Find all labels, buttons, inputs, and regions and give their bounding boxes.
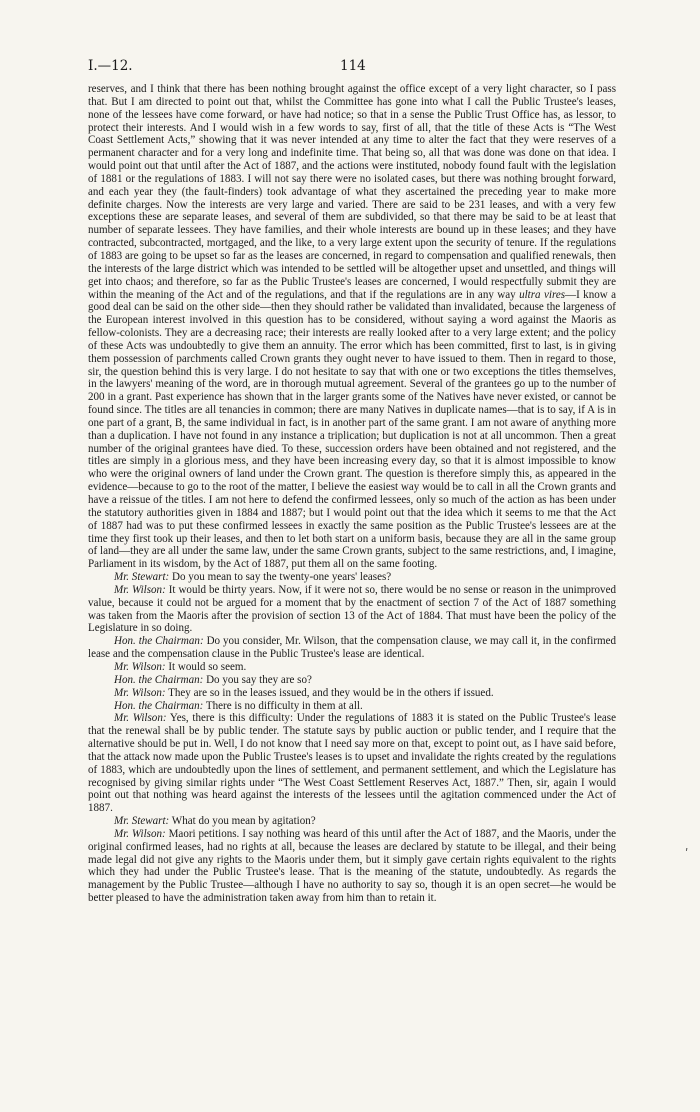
paragraph-3: Mr. Wilson: It would be thirty years. Now, if it were not so, there would be no sense or reason in the unimproved value, because it could not be argued for a moment that by the enactment of section 7 of the Act of 1887 something was taken from the Maoris after the provision of section 13 of the Act of 1884. That must have been the policy of the Legislature in so doing. <box>88 583 616 635</box>
paragraph-4: Hon. the Chairman: Do you consider, Mr. Wilson, that the compensation clause, we may call it, in the confirmed lease and the compensation clause in the Public Trustee's lease are identical. <box>88 635 617 661</box>
speaker: Mr. Wilson: <box>114 686 166 699</box>
paragraph-10: Mr. Stewart: What do you mean by agitation? <box>114 815 316 828</box>
speaker: Mr. Wilson: <box>114 660 166 673</box>
paragraph-5: Mr. Wilson: It would so seem. <box>114 660 247 673</box>
paragraph-2: Mr. Stewart: Do you mean to say the twenty-one years' leases? <box>114 571 392 584</box>
speaker: Mr. Stewart: <box>114 571 170 584</box>
speaker: Mr. Wilson: <box>114 583 166 596</box>
speaker: Mr. Wilson: <box>114 827 166 840</box>
speaker: Hon. the Chairman: <box>114 635 204 648</box>
document-reference: I.—12. <box>88 58 133 74</box>
paragraph-1: reserves, and I think that there has been nothing brought against the office except of a very light character, so I pass that. But I am directed to point out that, whilst the Committee has gone into what I call the Public Trustee's leases, none of the lessees have come forward, or have had notice; so that in a sense the Public Trust Office has, as lessor, to protect their interests. And I would wish in a few words to say, first of all, that the title of these Acts is “The West Coast Settlement Acts,” showing that it was never intended at any time to alter the fact that they were reserves of a permanent character and for a very long and indefinite time. That being so, all that was done was done on that idea. I would point out that until after the Act of 1887, and the actions were instituted, nobody found fault with the legislation of 1881 or the regulations of 1883. I will not say there were no isolated cases, but there was nothing brought forward, and each year they (the fault-finders) took advantage of what they ascertained the preceding year to make more definite charges. Now the interests are very large and varied. There are said to be 231 leases, and with a very few exceptions these are separate leases, and several of them are subdivided, so that there may be said to be at least that number of separate lessees. They have families, and their whole interests are bound up in these leases; and they have contracted, subcontracted, mortgaged, and the like, to a very large extent upon the security of tenure. If the regulations of 1883 are going to be upset so far as the leases are concerned, in regard to compensation and qualified renewals, then the interests of the large district which was intended to be settled will be altogether upset and unsettled, and things will get into chaos; and therefore, so far as the Public Trustee's leases are concerned, I would respectfully submit they are within the meaning of the Act and of the regulations, and that if the regulations are in any way ultra vires—I know a good deal can be said on the other side—then they should rather be validated than invalidated, because the largeness of the European interest involved in this question has to be considered, without saying a word against the Maoris as fellow-colonists. They are a decreasing race; their interests are really looked after to a very large extent; and the policy of these Acts was undoubtedly to give them an annuity. The error which has been committed, first to last, is in giving them possession of parchments called Crown grants they ought never to have issued to them. Then in regard to those, sir, the question behind this is very large. I do not hesitate to say that with one or two exceptions the titles themselves, in the lawyers' meaning of the word, are in thorough mutual agreement. Several of the grantees go up to the number of 200 in a grant. Past experience has shown that in the larger grants some of the Natives have never existed, or cannot be found since. The titles are all tenancies in common; there are many Natives in duplicate names—that is to say, if A is in one part of a grant, B, the same individual in fact, is in another part of the same grant. I am not aware of anything more than a duplication. I have not found in any instance a triplication; but duplication is not at all uncommon. Then a great number of the original grantees have died. To these, succession orders have been obtained and not registered, and the titles are simply in a glorious mess, and they have been increasing every day, so that it is almost impossible to know who were the original owners of land under the Crown grant. The question is therefore simply this, as appeared in the evidence—because to go to the root of the matter, I believe the easiest way would be to call in all the Crown grants and have a reissue of the titles. I am not here to defend the confirmed lessees, only so much of the action as has been under the statutory authorities given in 1884 and 1887; but I would point out that the idea which it seems to me that the Act of 1887 had was to put these confirmed lessees in exactly the same position as the Public Trustee's lessees are at the time they first took up their leases, and then to let both start on a uniform basis, because they are all in the same group of land—they are all under the same law, under the same Crown grants, subject to the same restrictions, and, I imagine, Parliament in its wisdom, by the Act of 1887, put them all on the same footing. <box>88 83 617 571</box>
paragraph-7: Mr. Wilson: They are so in the leases issued, and they would be in the others if issued. <box>114 686 494 699</box>
speaker: Hon. the Chairman: <box>114 673 204 686</box>
page-header <box>88 58 616 80</box>
speaker: Hon. the Chairman: <box>114 699 204 712</box>
paragraph-9: Mr. Wilson: Yes, there is this difficulty: Under the regulations of 1883 it is stated on the Public Trustee's lease that the renewal shall be by public tender. The statute says by public auction or public tender, and I require that the alternative should be put in. Well, I do not know that I need say more on that, except to point out, as I have said before, that the attack now made upon the Public Trustee's leases is to upset and invalidate the rights created by the regulations of 1883, which are undoubtedly upon the lines of settlement, and permanent settlement, and which the Legislature has recognised by giving similar rights under “The West Coast Settlement Reserves Act, 1887.” Then, sir, again I would point out that nothing was heard against the interests of the lessees until the agitation commenced under the Act of 1887. <box>88 712 616 815</box>
paragraph-11: Mr. Wilson: Maori petitions. I say nothing was heard of this until after the Act of 1887, and the Maoris, under the original confirmed leases, had no rights at all, because the leases are declared by statute to be illegal, and their being made legal did not give any rights to the Maoris under them, but it simply gave certain rights equivalent to the rights which they had under the Public Trustee's lease. That is the meaning of the statute, undoubtedly. As regards the management by the Public Trustee—although I have no authority to say so, though it is an open secret—he would be better pleased to have the administration taken away from him than to retain it. <box>88 827 617 905</box>
margin-mark: ʹ <box>685 847 689 861</box>
page-number: 114 <box>340 58 366 74</box>
body-text <box>88 83 616 905</box>
paragraph-8: Hon. the Chairman: There is no difficulty in them at all. <box>114 699 363 712</box>
latin-phrase: ultra vires <box>519 288 566 301</box>
paragraph-6: Hon. the Chairman: Do you say they are so? <box>114 673 312 686</box>
speaker: Mr. Stewart: <box>114 815 170 828</box>
speaker: Mr. Wilson: <box>114 712 167 725</box>
